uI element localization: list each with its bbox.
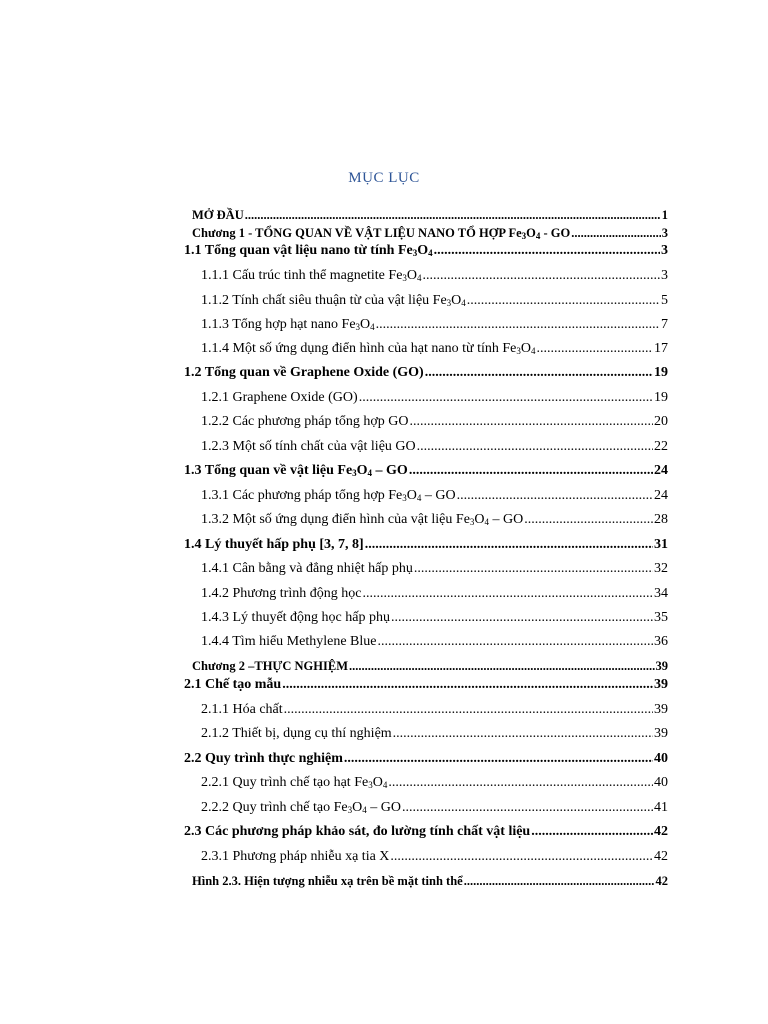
toc-entry-label: 1.1.3 Tổng hợp hạt nano $Fe_3O_4$ <box>201 317 375 332</box>
toc-entry-page-number: 40 <box>654 751 668 766</box>
toc-entry-label: 2.1.2 Thiết bị, dụng cụ thí nghiệm <box>201 726 392 741</box>
toc-entry[interactable] <box>192 206 668 224</box>
dot-leader <box>388 774 653 792</box>
dot-leader <box>376 316 660 334</box>
toc-entry[interactable] <box>201 633 668 651</box>
toc-entry-page-number: 39 <box>654 726 668 741</box>
toc-entry-label: 1.2.3 Một số tính chất của vật liệu GO <box>201 439 416 454</box>
dot-leader <box>531 823 653 841</box>
toc-entry[interactable] <box>201 799 668 817</box>
dot-leader <box>457 487 653 505</box>
toc-entry-page-number: 24 <box>654 463 668 478</box>
dot-leader <box>434 242 660 260</box>
toc-entry[interactable] <box>192 872 668 890</box>
dot-leader <box>464 872 655 890</box>
toc-entry-page-number: 36 <box>654 634 668 649</box>
toc-entry[interactable] <box>201 609 668 627</box>
toc-entry[interactable] <box>201 560 668 578</box>
toc-entry[interactable] <box>201 389 668 407</box>
toc-entry-page-number: 24 <box>654 488 668 503</box>
dot-leader <box>537 340 654 358</box>
toc-entry-label: 1.2.2 Các phương pháp tổng hợp GO <box>201 414 409 429</box>
toc-entry-page-number: 3 <box>661 268 668 283</box>
dot-leader <box>423 267 660 285</box>
toc-entry-label: 1.2.1 Graphene Oxide (GO) <box>201 390 358 405</box>
toc-entry[interactable] <box>201 292 668 310</box>
toc-entry[interactable] <box>201 725 668 743</box>
toc-entry-label: 2.2.2 Quy trình chế tạo $Fe_3O_4$ – GO <box>201 800 401 815</box>
dot-leader <box>467 292 660 310</box>
toc-entry-page-number: 28 <box>654 512 668 527</box>
toc-entry-label: 2.2.1 Quy trình chế tạo hạt $Fe_3O_4$ <box>201 775 388 790</box>
dot-leader <box>282 676 653 694</box>
toc-entry-label: 1.1 Tổng quan vật liệu nano từ tính $Fe_3O_4$ <box>184 243 433 258</box>
toc-entry-label: MỞ ĐẦU <box>192 208 244 222</box>
toc-entry-label: 1.3.2 Một số ứng dụng điển hình của vật liệu $Fe_3O_4$ – GO <box>201 512 524 527</box>
toc-entry-page-number: 20 <box>654 414 668 429</box>
toc-entry-page-number: 1 <box>661 208 668 222</box>
toc-entry-page-number: 39 <box>654 677 668 692</box>
toc-entry-page-number: 19 <box>654 390 668 405</box>
dot-leader <box>402 799 653 817</box>
toc-entry[interactable] <box>184 823 668 841</box>
toc-entry-label: Hình 2.3. Hiện tượng nhiễu xạ trên bề mặt tinh thể <box>192 874 463 888</box>
dot-leader <box>417 438 653 456</box>
toc-entry-label: 1.3 Tổng quan về vật liệu $Fe_3O_4$ – GO <box>184 463 408 478</box>
toc-entry-label: 1.4.3 Lý thuyết động học hấp phụ <box>201 610 390 625</box>
toc-entry-page-number: 32 <box>654 561 668 576</box>
toc-entry-page-number: 39 <box>655 659 668 673</box>
toc-entry[interactable] <box>184 242 668 260</box>
dot-leader <box>414 560 653 578</box>
toc-entry-label: 1.4.4 Tìm hiểu Methylene Blue <box>201 634 377 649</box>
toc-entry[interactable] <box>201 438 668 456</box>
toc-title: MỤC LỤC <box>348 170 420 186</box>
dot-leader <box>524 511 653 529</box>
toc-entry-page-number: 40 <box>654 775 668 790</box>
toc-entry-label: Chương 1 - TỔNG QUAN VỀ VẬT LIỆU NANO TỔ HỢP $Fe_3O_4$ - GO <box>192 226 571 241</box>
toc-entry-label: 1.4.1 Cân bằng và đẳng nhiệt hấp phụ <box>201 561 413 576</box>
dot-leader <box>378 633 654 651</box>
toc-entry-label: 1.2 Tổng quan về Graphene Oxide (GO) <box>184 365 424 380</box>
toc-entry[interactable] <box>201 413 668 431</box>
toc-entry-page-number: 3 <box>661 226 668 240</box>
toc-entry-label: 2.1.1 Hóa chất <box>201 702 283 717</box>
toc-entry-label: 2.1 Chế tạo mẫu <box>184 677 282 692</box>
toc-entry[interactable] <box>201 585 668 603</box>
toc-entry-page-number: 42 <box>654 824 668 839</box>
dot-leader <box>409 413 653 431</box>
toc-entry[interactable] <box>184 676 668 694</box>
toc-entry[interactable] <box>192 224 668 242</box>
toc-entry[interactable] <box>201 316 668 334</box>
dot-leader <box>365 536 653 554</box>
dot-leader <box>409 462 653 480</box>
toc-entry[interactable] <box>192 657 668 675</box>
toc-entry[interactable] <box>184 364 668 382</box>
toc-entry-label: 2.3 Các phương pháp khảo sát, đo lường tính chất vật liệu <box>184 824 531 839</box>
toc-entry[interactable] <box>184 750 668 768</box>
toc-entry[interactable] <box>201 848 668 866</box>
toc-entry-label: 1.1.2 Tính chất siêu thuận từ của vật liệu $Fe_3O_4$ <box>201 293 466 308</box>
dot-leader <box>425 364 653 382</box>
toc-entry-label: 1.4 Lý thuyết hấp phụ [3, 7, 8] <box>184 537 364 552</box>
toc-entry-label: 1.1.1 Cấu trúc tinh thể magnetite $Fe_3O_4$ <box>201 268 422 283</box>
toc-entry[interactable] <box>201 511 668 529</box>
dot-leader <box>344 750 653 768</box>
toc-entry-page-number: 41 <box>654 800 668 815</box>
toc-entry-label: Chương 2 –THỰC NGHIỆM <box>192 659 348 673</box>
toc-entry[interactable] <box>201 774 668 792</box>
toc-entry[interactable] <box>184 536 668 554</box>
toc-entry-page-number: 17 <box>654 341 668 356</box>
dot-leader <box>284 701 653 719</box>
toc-entry-page-number: 3 <box>661 243 668 258</box>
dot-leader <box>393 725 653 743</box>
toc-entry-page-number: 31 <box>654 537 668 552</box>
toc-entry-page-number: 42 <box>655 874 668 888</box>
toc-entry-page-number: 35 <box>654 610 668 625</box>
toc-entry-label: 2.2 Quy trình thực nghiệm <box>184 751 343 766</box>
toc-entry[interactable] <box>201 267 668 285</box>
dot-leader <box>571 224 661 242</box>
toc-entry-page-number: 5 <box>661 293 668 308</box>
toc-entry-label: 1.3.1 Các phương pháp tổng hợp $Fe_3O_4$ – GO <box>201 488 456 503</box>
toc-entry[interactable] <box>201 701 668 719</box>
dot-leader <box>362 585 653 603</box>
toc-entry-page-number: 22 <box>654 439 668 454</box>
dot-leader <box>245 206 661 224</box>
toc-entry[interactable] <box>184 462 668 480</box>
toc-entry-label: 1.4.2 Phương trình động học <box>201 586 362 601</box>
toc-entry-page-number: 34 <box>654 586 668 601</box>
toc-entry-label: 2.3.1 Phương pháp nhiễu xạ tia X <box>201 849 390 864</box>
toc-entry-page-number: 7 <box>661 317 668 332</box>
toc-entry-page-number: 39 <box>654 702 668 717</box>
dot-leader <box>390 848 653 866</box>
toc-entry[interactable] <box>201 487 668 505</box>
toc-entry[interactable] <box>201 340 668 358</box>
toc-entry-page-number: 42 <box>654 849 668 864</box>
dot-leader <box>349 657 655 675</box>
toc-entry-page-number: 19 <box>654 365 668 380</box>
dot-leader <box>391 609 653 627</box>
toc-entry-label: 1.1.4 Một số ứng dụng điển hình của hạt nano từ tính $Fe_3O_4$ <box>201 341 536 356</box>
dot-leader <box>359 389 653 407</box>
